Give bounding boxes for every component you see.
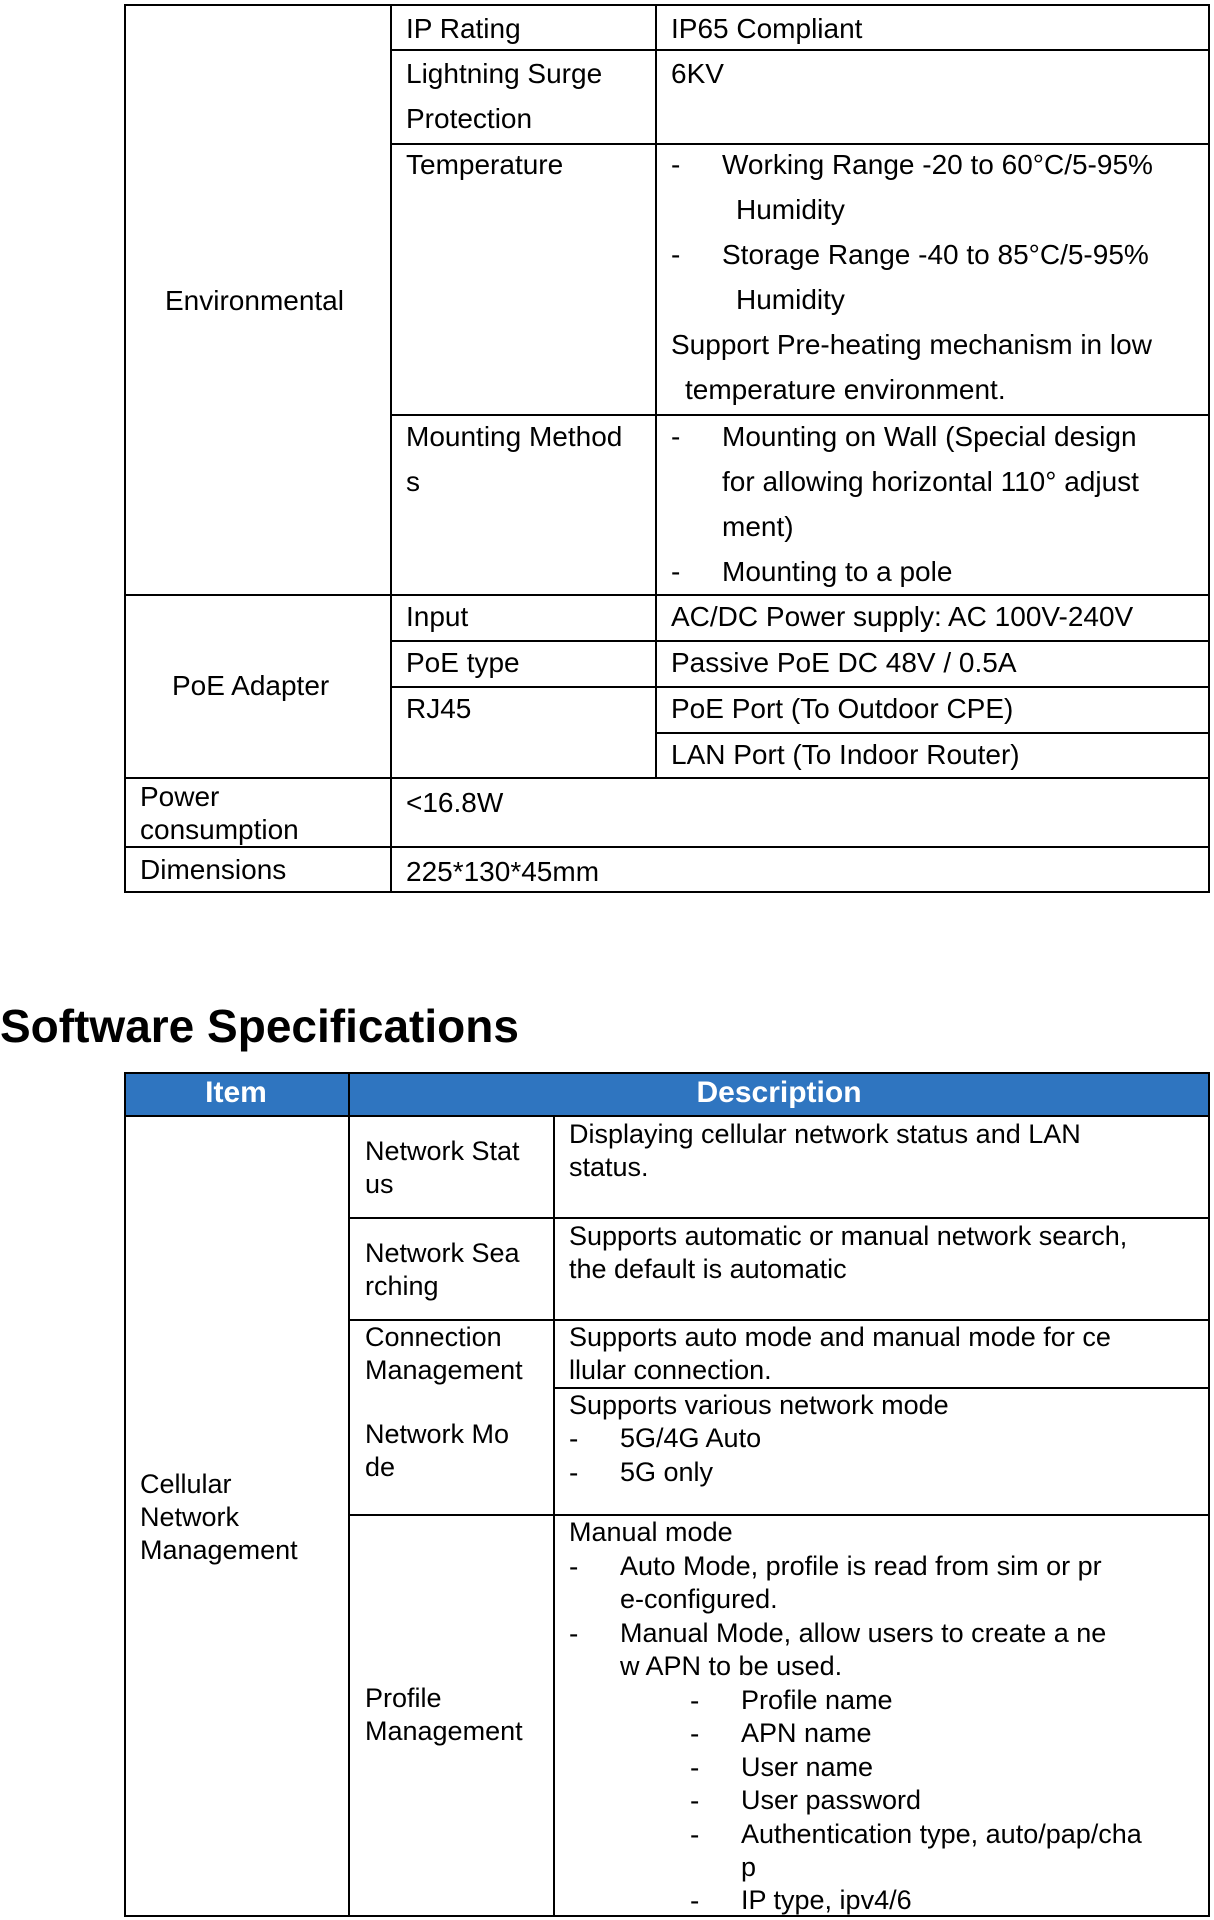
spec-value-working-range-2: Humidity [736, 194, 845, 225]
feature-network-searching: Network Sea [365, 1238, 520, 1268]
spec-value-poe-type: Passive PoE DC 48V / 0.5A [671, 647, 1017, 678]
spec-value-mount-wall-3: ment) [722, 511, 794, 542]
spec-value-ip-rating: IP65 Compliant [671, 13, 863, 44]
spec-name-temperature: Temperature [406, 149, 564, 180]
bullet-dash: - [671, 149, 681, 180]
category-poe-adapter: PoE Adapter [172, 670, 330, 701]
bullet-dash: - [690, 1885, 700, 1916]
row-divider [390, 414, 1210, 416]
desc-network-status: Displaying cellular network status and LAN [569, 1119, 1081, 1149]
desc-network-searching: Supports automatic or manual network search, [569, 1221, 1128, 1251]
table-border [124, 1072, 1210, 1074]
bullet-dash: - [690, 1785, 700, 1816]
feature-network-mode: Network Mo [365, 1419, 510, 1449]
feature-network-searching-2: rching [365, 1271, 439, 1301]
row-divider [124, 777, 1210, 779]
table-border [124, 4, 1210, 6]
table-border [655, 4, 657, 778]
desc-profile-sub5: Authentication type, auto/pap/cha [741, 1819, 1142, 1849]
desc-profile-sub6: IP type, ipv4/6 [741, 1885, 912, 1915]
feature-connection-2: Management [365, 1355, 523, 1385]
row-divider [390, 49, 1210, 51]
spec-name-mounting: Mounting Method [406, 421, 623, 452]
desc-connection: Supports auto mode and manual mode for ce [569, 1322, 1111, 1352]
table-border [124, 1915, 1210, 1917]
table-border [124, 891, 1210, 893]
table-border [124, 1072, 126, 1917]
category-power: Power [140, 781, 220, 812]
spec-value-preheating: Support Pre-heating mechanism in low [671, 329, 1152, 360]
row-divider [124, 594, 1210, 596]
feature-profile: Profile [365, 1683, 442, 1713]
category-power-2: consumption [140, 814, 299, 845]
bullet-dash: - [569, 1618, 579, 1649]
spec-name-rj45: RJ45 [406, 693, 472, 724]
row-divider [390, 686, 1210, 688]
header-item: Item [124, 1072, 348, 1116]
category-cellular-3: Management [140, 1535, 298, 1565]
desc-network-mode-opt2: 5G only [620, 1457, 714, 1487]
section-heading: Software Specifications [0, 1000, 519, 1052]
spec-name-ip-rating: IP Rating [406, 13, 521, 44]
desc-profile-manual-mode: Manual Mode, allow users to create a ne [620, 1618, 1107, 1648]
feature-connection: Connection [365, 1322, 502, 1352]
spec-name-mounting-2: s [406, 466, 420, 497]
table-border [1208, 1072, 1210, 1917]
table-border [1208, 4, 1210, 893]
spec-value-mount-pole: Mounting to a pole [722, 556, 953, 587]
bullet-dash: - [569, 1457, 579, 1488]
spec-name-lightning: Lightning Surge [406, 58, 603, 89]
desc-profile-manual: Manual mode [569, 1517, 733, 1547]
bullet-dash: - [690, 1718, 700, 1749]
spec-value-input: AC/DC Power supply: AC 100V-240V [671, 601, 1134, 632]
category-cellular-2: Network [140, 1502, 240, 1532]
spec-value-lightning: 6KV [671, 58, 724, 89]
bullet-dash: - [671, 421, 681, 452]
row-divider [655, 732, 1210, 734]
spec-value-poe-port: PoE Port (To Outdoor CPE) [671, 693, 1014, 724]
bullet-dash: - [671, 239, 681, 270]
row-divider [348, 1217, 1210, 1219]
spec-name-input: Input [406, 601, 469, 632]
desc-profile-sub5-2: p [741, 1852, 757, 1882]
table-border [348, 1072, 350, 1917]
feature-network-mode-2: de [365, 1452, 396, 1482]
feature-profile-2: Management [365, 1716, 523, 1746]
table-border [553, 1115, 555, 1917]
spec-value-storage-range-2: Humidity [736, 284, 845, 315]
header-description: Description [348, 1072, 1210, 1116]
row-divider [390, 143, 1210, 145]
spec-name-lightning-2: Protection [406, 103, 533, 134]
spec-value-power: <16.8W [406, 787, 504, 818]
desc-profile-sub1: Profile name [741, 1685, 893, 1715]
category-dimensions: Dimensions [140, 854, 287, 885]
category-environmental: Environmental [165, 285, 344, 316]
desc-profile-sub4: User password [741, 1785, 922, 1815]
feature-network-status-2: us [365, 1169, 394, 1199]
desc-network-status-2: status. [569, 1152, 649, 1182]
table-border [390, 4, 392, 893]
desc-profile-manual-mode-2: w APN to be used. [620, 1651, 843, 1681]
bullet-dash: - [690, 1819, 700, 1850]
spec-value-storage-range: Storage Range -40 to 85°C/5-95% [722, 239, 1149, 270]
desc-network-mode-opt1: 5G/4G Auto [620, 1423, 762, 1453]
desc-profile-sub3: User name [741, 1752, 874, 1782]
spec-value-dimensions: 225*130*45mm [406, 856, 600, 887]
desc-connection-2: llular connection. [569, 1355, 772, 1385]
spec-value-mount-wall: Mounting on Wall (Special design [722, 421, 1137, 452]
spec-name-poe-type: PoE type [406, 647, 520, 678]
desc-profile-auto-2: e-configured. [620, 1584, 778, 1614]
table-border [124, 4, 126, 893]
desc-network-searching-2: the default is automatic [569, 1254, 847, 1284]
row-divider [348, 1514, 1210, 1516]
spec-value-mount-wall-2: for allowing horizontal 110° adjust [722, 466, 1139, 497]
bullet-dash: - [690, 1685, 700, 1716]
table-border [124, 1115, 1210, 1117]
desc-network-mode: Supports various network mode [569, 1390, 949, 1420]
bullet-dash: - [690, 1752, 700, 1783]
desc-profile-auto: Auto Mode, profile is read from sim or pr [620, 1551, 1102, 1581]
desc-profile-sub2: APN name [741, 1718, 872, 1748]
bullet-dash: - [671, 556, 681, 587]
spec-value-preheating-2: temperature environment. [685, 374, 1006, 405]
category-cellular: Cellular [140, 1469, 232, 1499]
feature-network-status: Network Stat [365, 1136, 520, 1166]
spec-value-working-range: Working Range -20 to 60°C/5-95% [722, 149, 1153, 180]
spec-value-lan-port: LAN Port (To Indoor Router) [671, 739, 1020, 770]
row-divider [390, 640, 1210, 642]
bullet-dash: - [569, 1551, 579, 1582]
bullet-dash: - [569, 1423, 579, 1454]
